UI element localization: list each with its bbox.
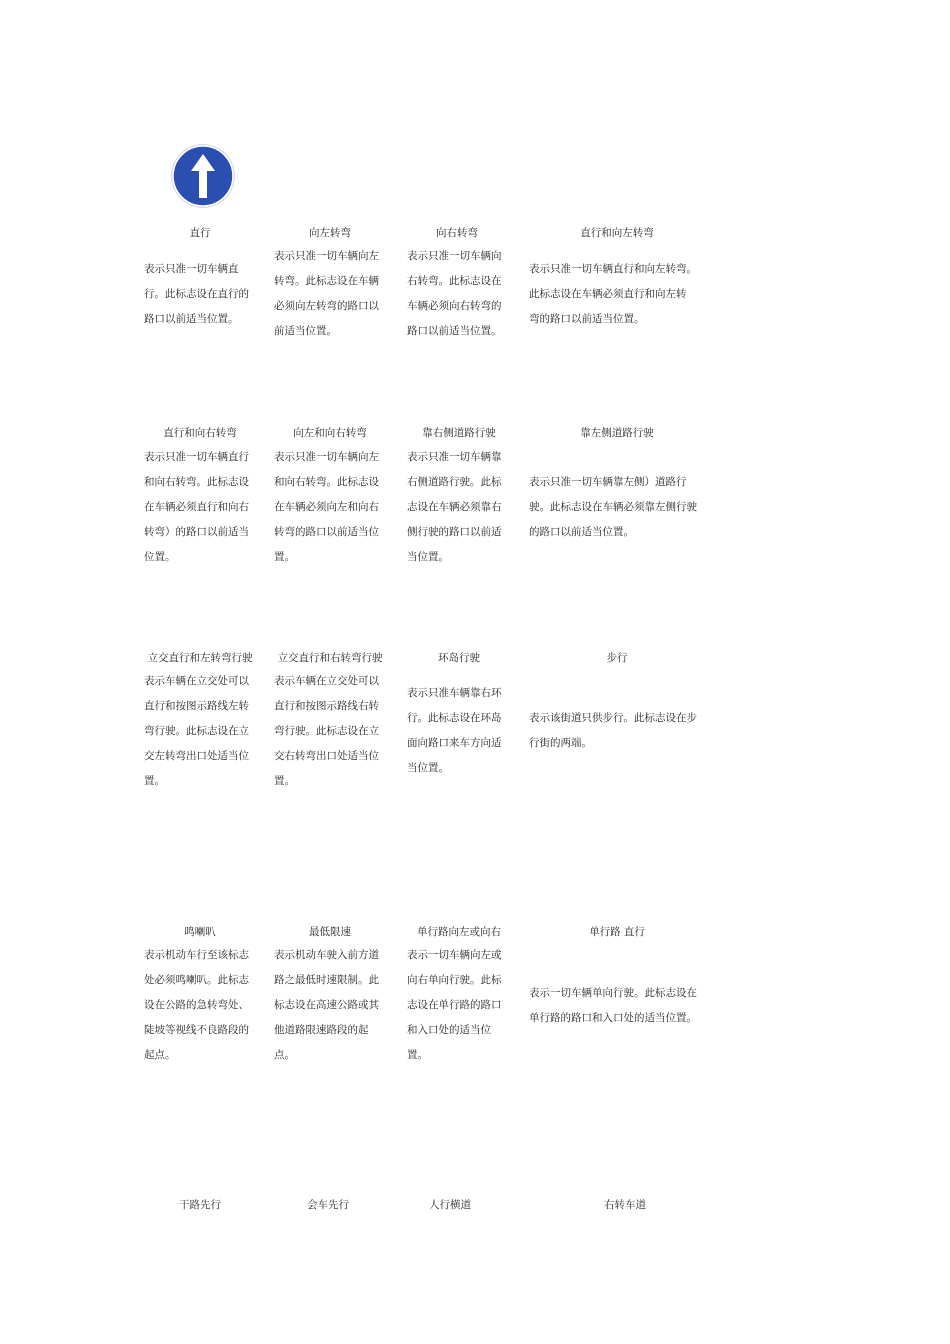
sign-desc-keep-left: 表示只准一切车辆靠左侧）道路行 驶。此标志设在车辆必须靠左侧行驶 的路口以前适当位置。 [529, 476, 697, 538]
sign-title-left-right: 向左和向右转弯 [293, 427, 367, 439]
sign-desc-straight: 表示只准一切车辆直 行。此标志设在直行的 路口以前适当位置。 [144, 263, 249, 325]
sign-desc-left-right: 表示只准一切车辆向左 和向右转弯。此标志设 在车辆必须向左和向右 转弯的路口以前适当位 置。 [274, 451, 379, 563]
sign-title-honk: 鸣喇叭 [184, 926, 216, 938]
sign-title-interchange-left: 立交直行和左转弯行驶 [147, 652, 253, 664]
sign-desc-one-way-straight: 表示一切车辆单向行驶。此标志设在 单行路的路口和入口处的适当位置。 [529, 987, 697, 1024]
sign-desc-straight-left: 表示只准一切车辆直行和向左转弯。 此标志设在车辆必须直行和向左转 弯的路口以前适当位置。 [529, 263, 697, 325]
sign-desc-minimum-speed: 表示机动车驶入前方道 路之最低时速限制。此 标志设在高速公路或其 他道路限速路段的起 点。 [274, 949, 379, 1061]
sign-title-roundabout: 环岛行驶 [438, 652, 480, 664]
straight-ahead-arrow-icon [170, 143, 236, 209]
sign-desc-turn-right: 表示只准一切车辆向 右转弯。此标志设在 车辆必须向右转弯的 路口以前适当位置。 [407, 250, 502, 337]
sign-title-meeting-priority: 会车先行 [307, 1199, 349, 1211]
sign-desc-one-way-left-right: 表示一切车辆向左或 向右单向行驶。此标 志设在单行路的路口 和入口处的适当位 置。 [407, 949, 502, 1061]
sign-title-crosswalk: 人行横道 [429, 1199, 471, 1211]
sign-title-turn-right: 向右转弯 [436, 227, 478, 239]
sign-title-keep-left: 靠左侧道路行驶 [580, 427, 654, 439]
sign-title-straight-left: 直行和向左转弯 [580, 227, 654, 239]
sign-title-pedestrian-street: 步行 [606, 652, 628, 664]
sign-desc-pedestrian-street: 表示该街道只供步行。此标志设在步 行街的两端。 [529, 712, 697, 749]
sign-title-minimum-speed: 最低限速 [309, 926, 351, 938]
sign-title-right-turn-lane: 右转车道 [604, 1199, 646, 1211]
sign-title-main-road-priority: 干路先行 [179, 1199, 221, 1211]
sign-desc-keep-right: 表示只准一切车辆靠 右侧道路行驶。此标 志设在车辆必须靠右 侧行驶的路口以前适 当位置。 [407, 451, 502, 563]
sign-desc-turn-left: 表示只准一切车辆向左 转弯。此标志设在车辆 必须向左转弯的路口以 前适当位置。 [274, 250, 379, 337]
sign-title-turn-left: 向左转弯 [309, 227, 351, 239]
sign-title-one-way-left-right: 单行路向左或向右 [417, 926, 501, 938]
sign-title-interchange-right: 立交直行和右转弯行驶 [277, 652, 383, 664]
sign-desc-roundabout: 表示只准车辆靠右环 行。此标志设在环岛 面向路口来车方向适 当位置。 [407, 687, 502, 774]
sign-desc-interchange-left: 表示车辆在立交处可以 直行和按图示路线左转 弯行驶。此标志设在立 交左转弯出口处适当位 置。 [144, 675, 249, 787]
sign-desc-interchange-right: 表示车辆在立交处可以 直行和按图示路线右转 弯行驶。此标志设在立 交右转弯出口处适当位 置。 [274, 675, 379, 787]
sign-title-keep-right: 靠右侧道路行驶 [422, 427, 496, 439]
sign-title-straight-right: 直行和向右转弯 [163, 427, 237, 439]
sign-desc-honk: 表示机动车行至该标志 处必须鸣喇叭。此标志 设在公路的急转弯处、 陡坡等视线不良路段的 起点。 [144, 949, 249, 1061]
sign-desc-straight-right: 表示只准一切车辆直行 和向右转弯。此标志设 在车辆必须直行和向右 转弯）的路口以前适当 位置。 [144, 451, 249, 563]
sign-title-one-way-straight: 单行路 直行 [589, 926, 645, 938]
sign-title-straight: 直行 [189, 227, 211, 239]
